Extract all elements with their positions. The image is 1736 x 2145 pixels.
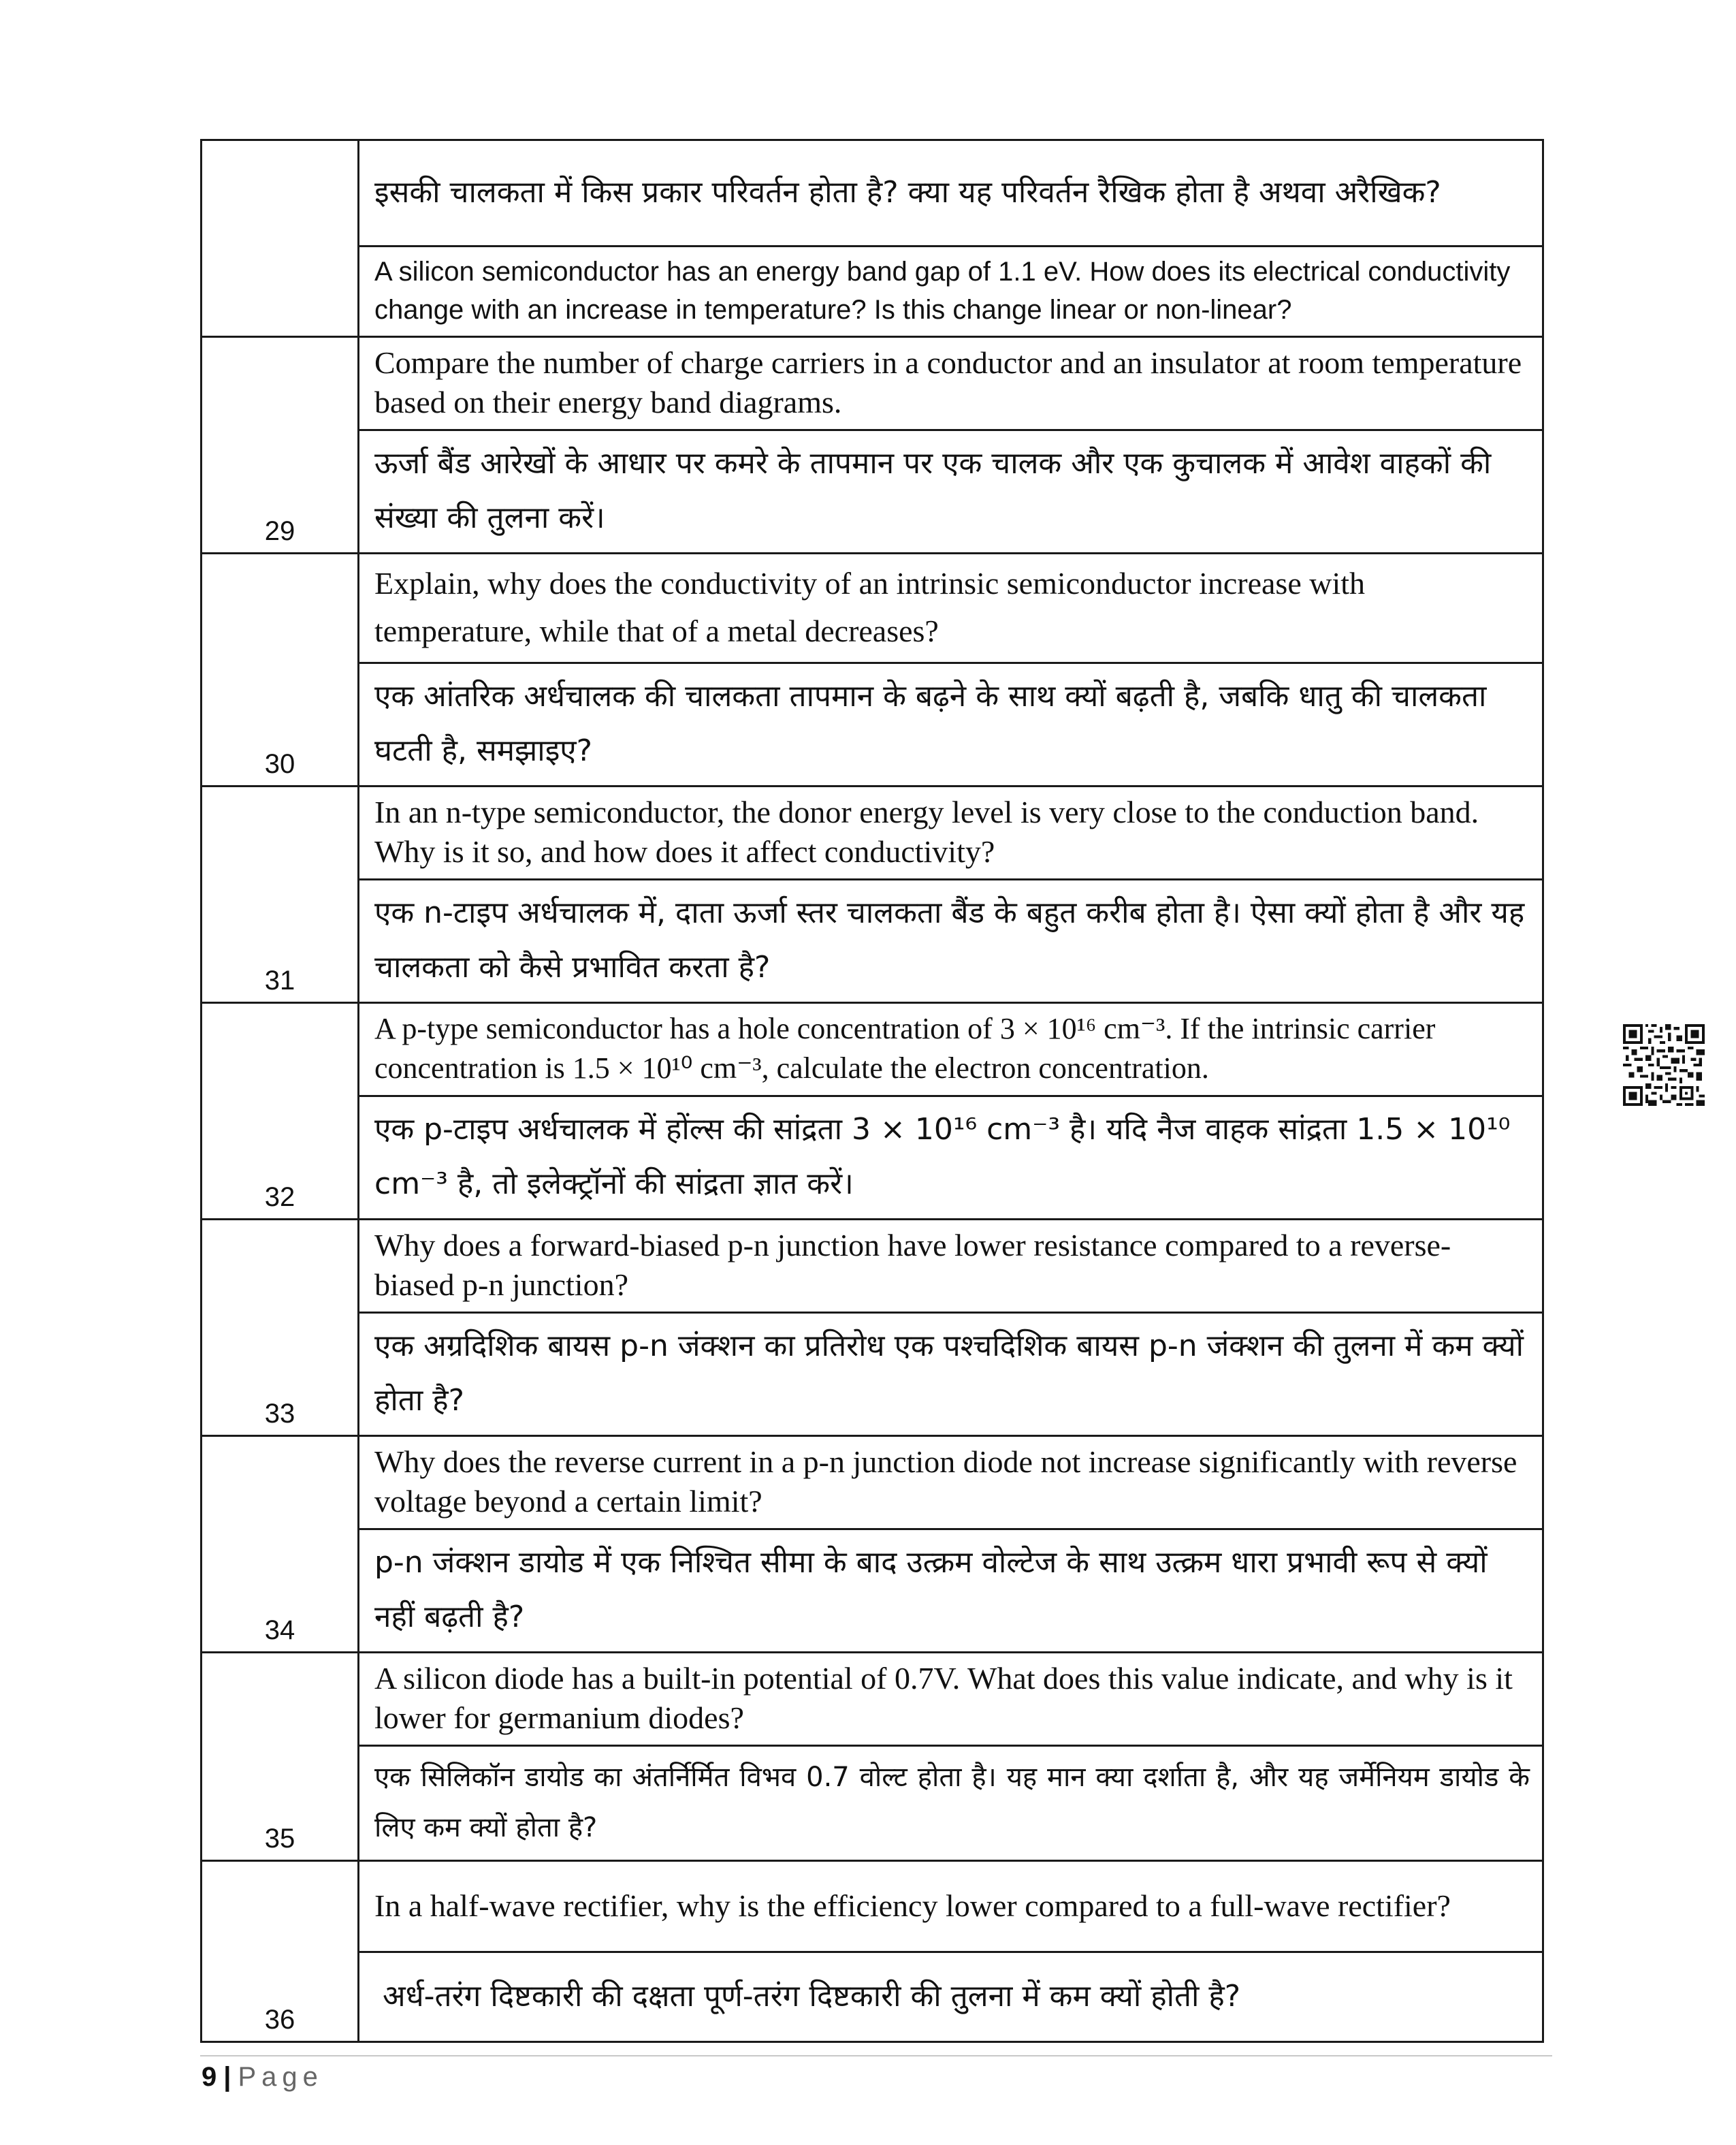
question-row-33-english	[202, 1220, 1543, 1313]
question-row-33-hindi	[202, 1313, 1543, 1436]
question-text-hindi: एक आंतरिक अर्धचालक की चालकता तापमान के बढ़ने के साथ क्यों बढ़ती है, जबकि धातु की चालकता घटती है, समझाइए?	[359, 663, 1543, 786]
question-text-english: In a half-wave rectifier, why is the efficiency lower compared to a full-wave rectifier?	[359, 1861, 1543, 1952]
question-row-29-hindi	[202, 430, 1543, 554]
question-text-english: In an n-type semiconductor, the donor energy level is very close to the conduction band. Why is it so, and how does it affect conductivity?	[359, 786, 1543, 880]
question-text-english: Why does the reverse current in a p-n junction diode not increase significantly with reverse voltage beyond a certain limit?	[359, 1436, 1543, 1529]
question-row-31-english	[202, 786, 1543, 880]
questions-table	[200, 139, 1544, 2043]
question-row-0-hindi	[202, 140, 1543, 247]
question-number-31: 31	[202, 786, 359, 1003]
question-text-hindi: एक p-टाइप अर्धचालक में होंल्स की सांद्रता 3 × 10¹⁶ cm⁻³ है। यदि नैज वाहक सांद्रता 1.5 × 10¹⁰ cm⁻³ है, तो इलेक्ट्रॉनों की सांद्रता ज्ञात करें।	[359, 1096, 1543, 1220]
question-row-35-english	[202, 1653, 1543, 1746]
question-text-english: Why does a forward-biased p-n junction have lower resistance compared to a reverse-biased p-n junction?	[359, 1220, 1543, 1313]
question-number-33: 33	[202, 1220, 359, 1436]
footer-separator: |	[223, 2062, 231, 2092]
qr-code	[1623, 1024, 1705, 1106]
question-number-30: 30	[202, 554, 359, 786]
question-number-36: 36	[202, 1861, 359, 2042]
question-row-31-hindi	[202, 880, 1543, 1003]
footer-divider	[200, 2055, 1552, 2056]
question-text-hindi: इसकी चालकता में किस प्रकार परिवर्तन होता है? क्या यह परिवर्तन रैखिक होता है अथवा अरैखिक?	[359, 140, 1543, 247]
question-text-hindi: एक n-टाइप अर्धचालक में, दाता ऊर्जा स्तर चालकता बैंड के बहुत करीब होता है। ऐसा क्यों होता है और यह चालकता को कैसे प्रभावित करता है?	[359, 880, 1543, 1003]
question-text-hindi: ऊर्जा बैंड आरेखों के आधार पर कमरे के तापमान पर एक चालक और एक कुचालक में आवेश वाहकों की संख्या की तुलना करें।	[359, 430, 1543, 554]
question-text-hindi: एक सिलिकॉन डायोड का अंतर्निर्मित विभव 0.7 वोल्ट होता है। यह मान क्या दर्शाता है, और यह जर्मेनियम डायोड के लिए कम क्यों होता है?	[359, 1746, 1543, 1861]
question-row-34-hindi	[202, 1529, 1543, 1653]
question-row-32-english	[202, 1003, 1543, 1096]
page-footer	[202, 2062, 323, 2093]
question-row-30-hindi	[202, 663, 1543, 786]
question-number-32: 32	[202, 1003, 359, 1220]
question-text-english: Explain, why does the conductivity of an intrinsic semiconductor increase with temperature, while that of a metal decreases?	[359, 554, 1543, 663]
question-text-hindi: अर्ध-तरंग दिष्टकारी की दक्षता पूर्ण-तरंग दिष्टकारी की तुलना में कम क्यों होती है?	[359, 1952, 1543, 2042]
page-label: Page	[238, 2062, 323, 2092]
question-text-hindi: एक अग्रदिशिक बायस p-n जंक्शन का प्रतिरोध एक पश्चदिशिक बायस p-n जंक्शन की तुलना में कम क्यों होता है?	[359, 1313, 1543, 1436]
question-row-34-english	[202, 1436, 1543, 1529]
question-number-35: 35	[202, 1653, 359, 1861]
question-number-34: 34	[202, 1436, 359, 1653]
question-text-english: A p-type semiconductor has a hole concentration of 3 × 10¹⁶ cm⁻³. If the intrinsic carrier concentration is 1.5 × 10¹⁰ cm⁻³, calculate the electron concentration.	[359, 1003, 1543, 1096]
question-number-29: 29	[202, 337, 359, 554]
question-text-hindi: p-n जंक्शन डायोड में एक निश्चित सीमा के बाद उत्क्रम वोल्टेज के साथ उत्क्रम धारा प्रभावी रूप से क्यों नहीं बढ़ती है?	[359, 1529, 1543, 1653]
question-text-english: A silicon diode has a built-in potential of 0.7V. What does this value indicate, and why is it lower for germanium diodes?	[359, 1653, 1543, 1746]
question-number-cell	[202, 140, 359, 337]
page-number: 9	[202, 2062, 217, 2092]
question-text-english: A silicon semiconductor has an energy band gap of 1.1 eV. How does its electrical conductivity change with an increase in temperature? Is this change linear or non-linear?	[359, 247, 1543, 337]
question-row-30-english	[202, 554, 1543, 663]
question-row-35-hindi	[202, 1746, 1543, 1861]
question-row-36-hindi	[202, 1952, 1543, 2042]
question-row-36-english	[202, 1861, 1543, 1952]
question-row-29-english	[202, 337, 1543, 430]
question-row-32-hindi	[202, 1096, 1543, 1220]
question-row-0-english	[202, 247, 1543, 337]
question-text-english: Compare the number of charge carriers in a conductor and an insulator at room temperature based on their energy band diagrams.	[359, 337, 1543, 430]
